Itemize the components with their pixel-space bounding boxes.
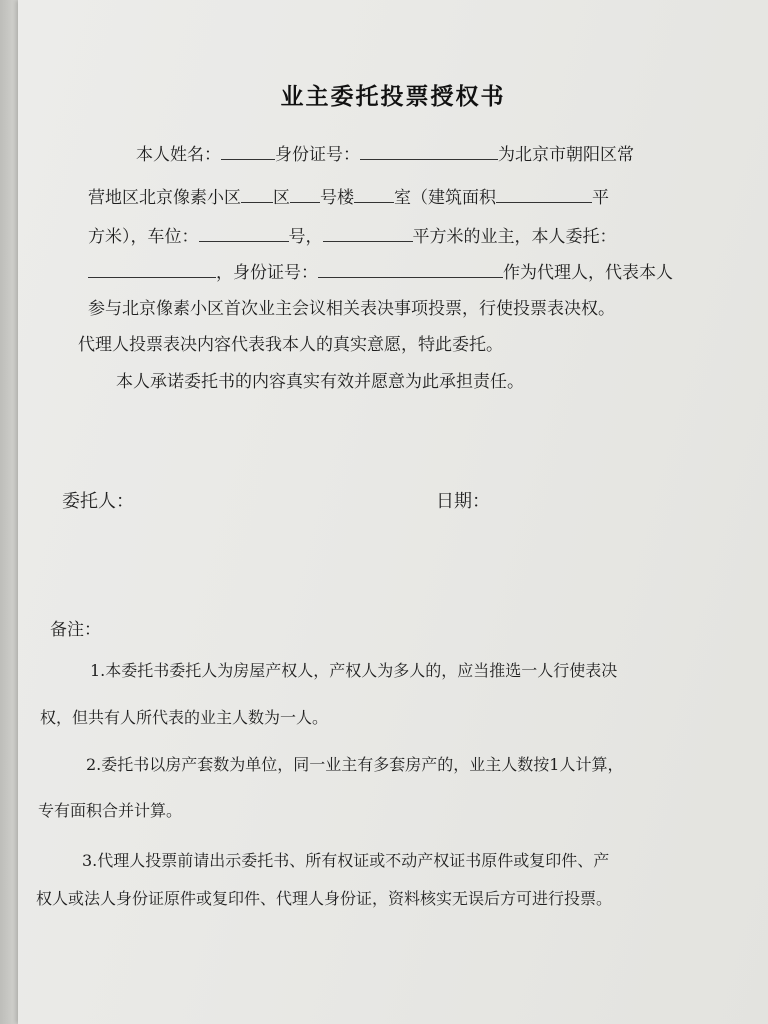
note-3-line-1: 3.代理人投票前请出示委托书、所有权证或不动产权证书原件或复印件、产 (82, 851, 610, 870)
commitment-text: 本人承诺委托书的内容真实有效并愿意为此承担责任。 (116, 372, 524, 392)
note-1-line-2: 权，但共有人所代表的业主人数为一人。 (40, 708, 329, 727)
note-1-line-1: 1.本委托书委托人为房屋产权人，产权人为多人的，应当推选一人行使表决 (90, 661, 618, 680)
para-line-3: 方米），车位： 号， 平方米的业主，本人委托： (88, 227, 617, 247)
note-2-line-2: 专有面积合并计算。 (38, 801, 183, 820)
proxy-name-blank[interactable] (88, 261, 216, 278)
note-3-line-2: 权人或法人身份证原件或复印件、代理人身份证，资料核实无误后方可进行投票。 (36, 889, 613, 908)
parking-area-blank[interactable] (323, 225, 413, 242)
para-line-2: 营地区北京像素小区 区 号楼 室（建筑面积 平 (88, 188, 609, 208)
background-page-edge (0, 0, 18, 1024)
date-label: 日期： (436, 491, 490, 512)
area-blank[interactable] (496, 186, 592, 203)
proxy-id-blank[interactable] (318, 261, 503, 278)
note-2-line-1: 2.委托书以房产套数为单位，同一业主有多套房产的，业主人数按1人计算， (86, 755, 624, 774)
para-line-6: 代理人投票表决内容代表我本人的真实意愿，特此委托。 (78, 335, 503, 355)
parking-number-blank[interactable] (199, 225, 289, 242)
para-line-4: ，身份证号： 作为代理人，代表本人 (88, 258, 673, 283)
document-page (18, 0, 768, 1024)
notes-label: 备注： (50, 620, 101, 640)
id-number-blank[interactable] (360, 143, 498, 160)
para-line-1: 本人姓名： 身份证号： 为北京市朝阳区常 (136, 145, 634, 165)
building-blank[interactable] (290, 186, 320, 203)
district-blank[interactable] (241, 186, 273, 203)
document-title: 业主委托投票授权书 (280, 83, 506, 110)
para-line-5: 参与北京像素小区首次业主会议相关表决事项投票，行使投票表决权。 (88, 299, 615, 319)
name-blank[interactable] (221, 143, 275, 160)
room-blank[interactable] (354, 186, 394, 203)
delegator-label: 委托人： (62, 491, 134, 512)
